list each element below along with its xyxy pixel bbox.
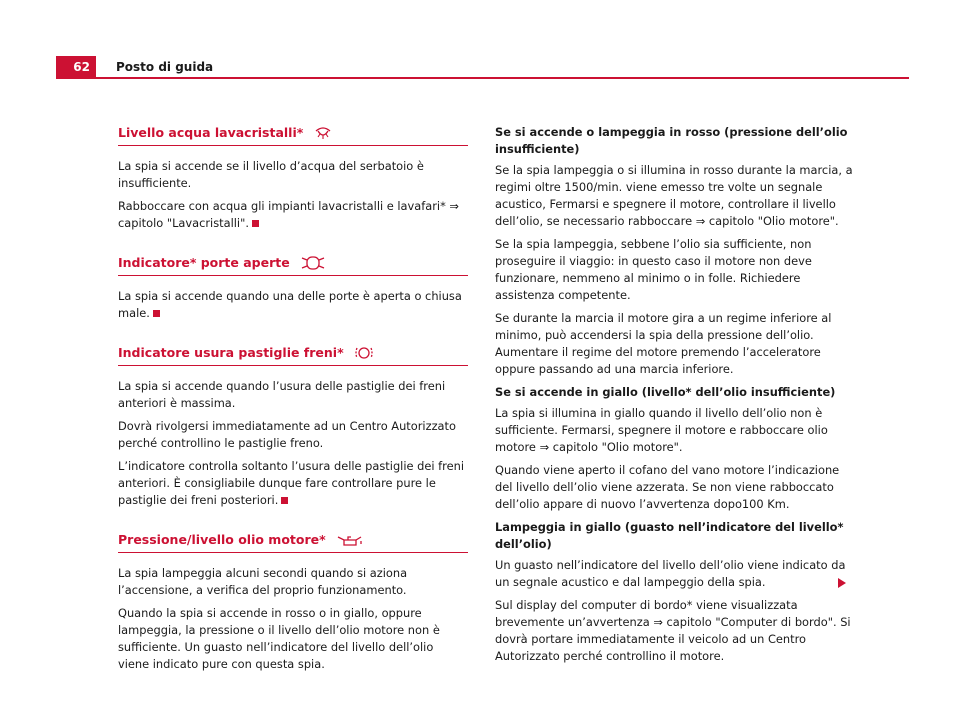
text-span: L’indicatore controlla soltanto l’usura delle pastiglie dei freni anteriori. È consigliabile dunque fare controllare pure le pastiglie dei freni posteriori. bbox=[118, 459, 464, 507]
continue-arrow-icon bbox=[838, 578, 846, 588]
left-column bbox=[118, 124, 468, 679]
text-span: capitolo "Olio motore". bbox=[552, 440, 683, 454]
text-span: capitolo "Computer di bordo". Si dovrà portare immediatamente il veicolo ad un Centro Autorizzato perché controllino il motore. bbox=[495, 615, 851, 663]
right-column bbox=[495, 124, 855, 671]
section-title: Pressione/livello olio motore* bbox=[118, 532, 326, 547]
chapter-title: Posto di guida bbox=[116, 60, 214, 74]
subheading-yellow: Se si accende in giallo (livello* dell’olio insufficiente) bbox=[495, 385, 836, 399]
paragraph: Quando viene aperto il cofano del vano motore l’indicazione del livello dell’olio viene azzerata. Se non viene rabboccato dell’olio appare di nuovo l’avvertenza dopo100 Km. bbox=[495, 463, 840, 511]
paragraph bbox=[495, 597, 855, 665]
paragraph: Se la spia lampeggia, sebbene l’olio sia sufficiente, non proseguire il viaggio: in questo caso il motore non deve funzionare, nemmeno al minimo o in folle. Richiedere assistenza competente. bbox=[495, 237, 812, 302]
door-open-icon bbox=[300, 255, 326, 271]
section-heading-oil bbox=[118, 531, 468, 553]
subheading-red: Se si accende o lampeggia in rosso (pressione dell’olio insufficiente) bbox=[495, 125, 848, 156]
header-rule bbox=[56, 77, 909, 79]
paragraph: Quando la spia si accende in rosso o in giallo, oppure lampeggia, la pressione o il livello dell’olio motore non è sufficiente. Un guasto nell’indicatore del livello dell’olio viene indicato pure con questa spia. bbox=[118, 606, 440, 671]
text-span: capitolo "Lavacristalli". bbox=[118, 216, 249, 230]
text-span: La spia si illumina in giallo quando il livello dell’olio non è sufficiente. Fermarsi, spegnere il motore e rabboccare olio motore bbox=[495, 406, 828, 454]
cross-reference-arrow: ⇒ bbox=[539, 440, 550, 454]
washer-fluid-icon bbox=[313, 125, 333, 141]
paragraph: Dovrà rivolgersi immediatamente ad un Centro Autorizzato perché controllino le pastiglie freno. bbox=[118, 419, 456, 450]
paragraph bbox=[118, 288, 468, 322]
paragraph: Se durante la marcia il motore gira a un regime inferiore al minimo, può accendersi la spia della pressione dell’olio. Aumentare il regime del motore premendo l’acceleratore oppure passando ad una marcia inferiore. bbox=[495, 311, 832, 376]
text-span: La spia si accende quando una delle porte è aperta o chiusa male. bbox=[118, 289, 462, 320]
paragraph bbox=[495, 162, 855, 230]
paragraph bbox=[495, 405, 855, 456]
cross-reference-arrow: ⇒ bbox=[653, 615, 663, 629]
section-heading-doors bbox=[118, 254, 468, 276]
oil-can-icon bbox=[336, 532, 364, 548]
page-number: 62 bbox=[56, 56, 96, 78]
cross-reference-arrow: ⇒ bbox=[695, 214, 706, 228]
subheading-yellow-blink: Lampeggia in giallo (guasto nell’indicatore del livello* dell’olio) bbox=[495, 520, 844, 551]
paragraph: La spia si accende se il livello d’acqua del serbatoio è insufficiente. bbox=[118, 159, 424, 190]
paragraph: Un guasto nell’indicatore del livello dell’olio viene indicato da un segnale acustico e dal lampeggio della spia. bbox=[495, 558, 846, 589]
text-span: Se la spia lampeggia o si illumina in rosso durante la marcia, a regimi oltre 1500/min. viene emesso tre volte un segnale acustico, Fermarsi e spegnere il motore, controllare il livello dell’olio, se necessario rabboccare bbox=[495, 163, 853, 228]
cross-reference-arrow: ⇒ bbox=[449, 199, 459, 213]
paragraph bbox=[118, 198, 468, 232]
section-end-mark bbox=[252, 220, 259, 227]
text-span: Rabboccare con acqua gli impianti lavacristalli e lavafari* bbox=[118, 199, 446, 213]
paragraph: La spia lampeggia alcuni secondi quando si aziona l’accensione, a verifica del proprio funzionamento. bbox=[118, 566, 408, 597]
section-title: Indicatore usura pastiglie freni* bbox=[118, 345, 344, 360]
section-end-mark bbox=[153, 310, 160, 317]
brake-pad-icon bbox=[354, 345, 374, 361]
section-heading-washer-fluid bbox=[118, 124, 468, 146]
text-span: capitolo "Olio motore". bbox=[708, 214, 839, 228]
section-heading-brake-pads bbox=[118, 344, 468, 366]
section-title: Livello acqua lavacristalli* bbox=[118, 125, 304, 140]
section-title: Indicatore* porte aperte bbox=[118, 255, 290, 270]
paragraph bbox=[118, 458, 468, 509]
section-end-mark bbox=[281, 497, 288, 504]
text-span: Sul display del computer di bordo* viene visualizzata brevemente un’avvertenza bbox=[495, 598, 798, 629]
paragraph: La spia si accende quando l’usura delle pastiglie dei freni anteriori è massima. bbox=[118, 379, 446, 410]
